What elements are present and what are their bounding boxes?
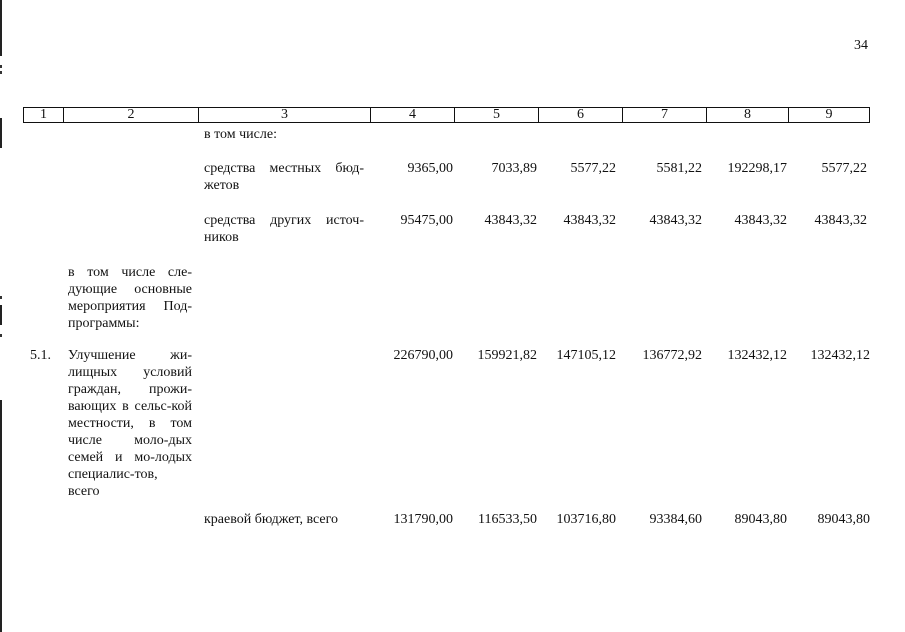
scan-edge-mark (0, 400, 2, 632)
value-cell: 5581,22 (656, 161, 702, 176)
column-number-header (23, 107, 870, 123)
value-cell: 95475,00 (400, 213, 453, 228)
value-cell: 5577,22 (821, 161, 867, 176)
header-cell: 4 (371, 108, 455, 122)
scan-edge-mark (0, 118, 2, 148)
value-cell: 43843,32 (649, 213, 702, 228)
value-cell: 5577,22 (570, 161, 616, 176)
header-cell: 6 (539, 108, 623, 122)
scan-edge-dot (0, 71, 2, 74)
value-cell: 103716,80 (556, 512, 616, 527)
value-cell: 89043,80 (734, 512, 787, 527)
value-cell: 192298,17 (727, 161, 787, 176)
value-cell: 9365,00 (407, 161, 453, 176)
row-label: в том числе: (204, 127, 277, 142)
header-cell: 3 (199, 108, 371, 122)
value-cell: 131790,00 (393, 512, 453, 527)
header-cell: 9 (825, 107, 833, 122)
row-label: в том числе сле-дующие основные мероприятия Под-программы: (68, 265, 192, 331)
page-number: 34 (854, 38, 868, 53)
row-label: Улучшение жи-лищных условий граждан, прожи-вающих в сельс-кой местности, в том числе моло-дых семей и мо-лодых специалис-тов, всего (68, 348, 192, 499)
value-cell: 226790,00 (393, 348, 453, 363)
header-cell: 7 (623, 108, 707, 122)
value-cell: 43843,32 (814, 213, 867, 228)
row-label: краевой бюджет, всего (204, 512, 339, 527)
header-cell: 1 (24, 108, 64, 122)
header-cell: 2 (64, 108, 199, 122)
value-cell: 43843,32 (484, 213, 537, 228)
row-label: средства других источ-ников (204, 213, 364, 245)
value-cell: 136772,92 (642, 348, 702, 363)
value-cell: 7033,89 (491, 161, 537, 176)
value-cell: 93384,60 (649, 512, 702, 527)
value-cell: 132432,12 (810, 348, 870, 363)
value-cell: 116533,50 (478, 512, 537, 527)
scan-edge-mark (0, 305, 2, 325)
value-cell: 43843,32 (563, 213, 616, 228)
value-cell: 43843,32 (734, 213, 787, 228)
scan-edge-dot (0, 65, 2, 68)
value-cell: 132432,12 (727, 348, 787, 363)
header-cell: 8 (707, 108, 789, 122)
row-code: 5.1. (30, 348, 51, 363)
value-cell: 147105,12 (556, 348, 616, 363)
scan-edge-dot (0, 334, 2, 337)
scan-edge-dot (0, 296, 2, 299)
row-label: средства местных бюд-жетов (204, 161, 364, 193)
scan-edge-mark (0, 0, 2, 56)
value-cell: 89043,80 (817, 512, 870, 527)
header-cell: 5 (455, 108, 539, 122)
value-cell: 159921,82 (477, 348, 537, 363)
